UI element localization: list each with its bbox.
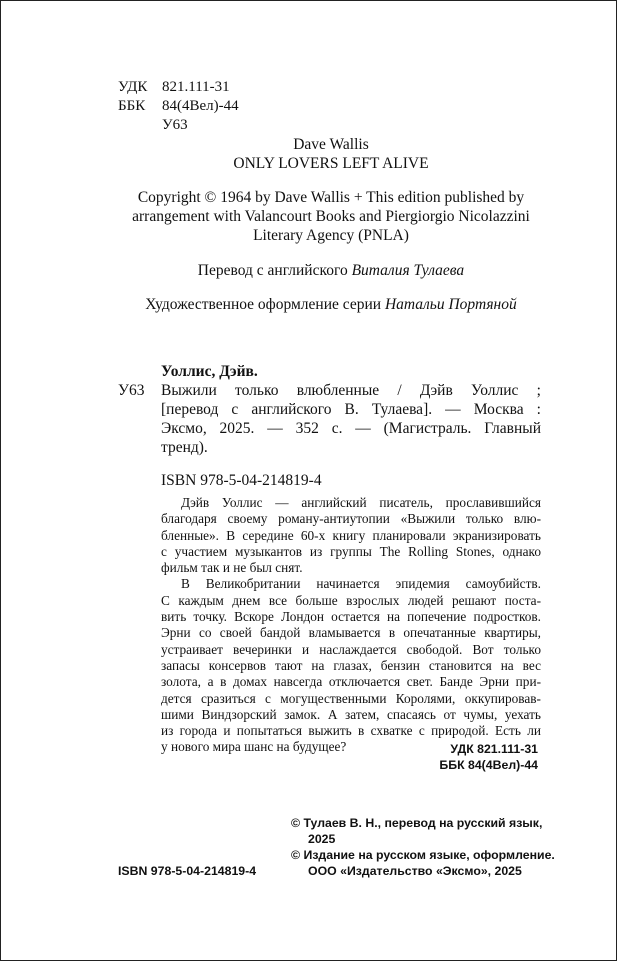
- copyright-block: [291, 815, 555, 879]
- design-credit: [111, 295, 551, 314]
- annotation-bbk: ББК 84(4Вел)-44: [439, 758, 538, 772]
- copyright-line: Literary Agency (PNLA): [253, 227, 409, 244]
- annotation-line: вить точку. Вскоре Лондон остается на попечение подростков.: [161, 609, 541, 625]
- record-line: тренд).: [161, 439, 208, 456]
- record-isbn: ISBN 978-5-04-214819-4: [161, 472, 322, 489]
- bibliographic-record: [161, 362, 541, 457]
- record-sign: У63: [118, 382, 145, 399]
- bbk-line: [118, 97, 239, 116]
- annotation-udk: УДК 821.111-31: [450, 742, 538, 756]
- translator-name: Виталия Тулаева: [351, 262, 465, 279]
- annotation-line: из города и попытаться выжить в схватке с природой. Есть ли: [161, 723, 541, 739]
- udk-value: 821.111-31: [162, 79, 230, 95]
- bbk-label: ББК: [118, 98, 146, 114]
- annotation-line: устраивает вечеринки и наслаждается свободой. Вот только: [161, 641, 541, 657]
- copyright-line: arrangement with Valancourt Books and Piergiorgio Nicolazzini: [132, 208, 530, 225]
- original-edition: [111, 135, 551, 173]
- bbk-value: 84(4Вел)-44: [162, 98, 239, 114]
- annotation-line: у нового мира шанс на будущее?: [161, 739, 347, 755]
- original-author: Dave Wallis: [293, 136, 369, 153]
- annotation-line: с участием музыкантов из группы The Rolling Stones, однако: [161, 543, 541, 559]
- translation-copyright: © Тулаев В. Н., перевод на русский язык,: [291, 816, 543, 830]
- copyright-line: Copyright © 1964 by Dave Wallis + This edition published by: [137, 189, 525, 206]
- original-title: ONLY LOVERS LEFT ALIVE: [233, 155, 429, 172]
- translation-copyright-year: 2025: [308, 832, 336, 846]
- udk-line: [118, 78, 230, 97]
- author-sign: У63: [162, 117, 188, 133]
- annotation-line: золота, а в домах навсегда отключается свет. Банде Эрни при-: [161, 674, 541, 690]
- annotation-line: С каждым днем все больше взрослых людей решают поста-: [161, 592, 541, 608]
- publisher-copyright: ООО «Издательство «Эксмо», 2025: [308, 864, 522, 878]
- translation-credit: [111, 261, 551, 280]
- annotation-line: бленные». В середине 60-х книгу планировали экранизировать: [161, 527, 541, 543]
- annotation-line: шими Виндзорский замок. А затем, спасаясь от чумы, уехать: [161, 706, 541, 722]
- annotation-line: В Великобритании начинается эпидемия самоубийств.: [181, 576, 541, 592]
- annotation-line: Эрни со своей бандой вламывается в опечатанные квартиры,: [161, 625, 541, 641]
- annotation: [161, 495, 541, 756]
- translation-prefix: Перевод с английского: [197, 262, 348, 279]
- annotation-line: благодаря своему роману-антиутопии «Выжили только влю-: [161, 511, 541, 527]
- footer-isbn: ISBN 978-5-04-214819-4: [118, 864, 257, 878]
- author-heading: Уоллис, Дэйв.: [161, 363, 258, 380]
- annotation-line: запасы консервов тают на глазах, бензин становится на вес: [161, 657, 541, 673]
- annotation-line: фильм так и не был снят.: [161, 560, 303, 576]
- record-line: [перевод с английского В. Тулаева]. — Москва :: [161, 401, 541, 418]
- designer-name: Натальи Портяной: [384, 296, 517, 313]
- edition-copyright: © Издание на русском языке, оформление.: [291, 848, 555, 862]
- design-prefix: Художественное оформление серии: [145, 296, 382, 313]
- record-line: Эксмо, 2025. — 352 с. — (Магистраль. Главный: [161, 420, 541, 437]
- copyright-notice: [111, 188, 551, 245]
- annotation-line: Дэйв Уоллис — английский писатель, прославившийся: [181, 495, 541, 510]
- annotation-line: дется сразиться с могущественными Королями, оккупировав-: [161, 690, 541, 706]
- udk-label: УДК: [118, 79, 148, 95]
- record-line: Выжили только влюбленные / Дэйв Уоллис ;: [161, 382, 541, 399]
